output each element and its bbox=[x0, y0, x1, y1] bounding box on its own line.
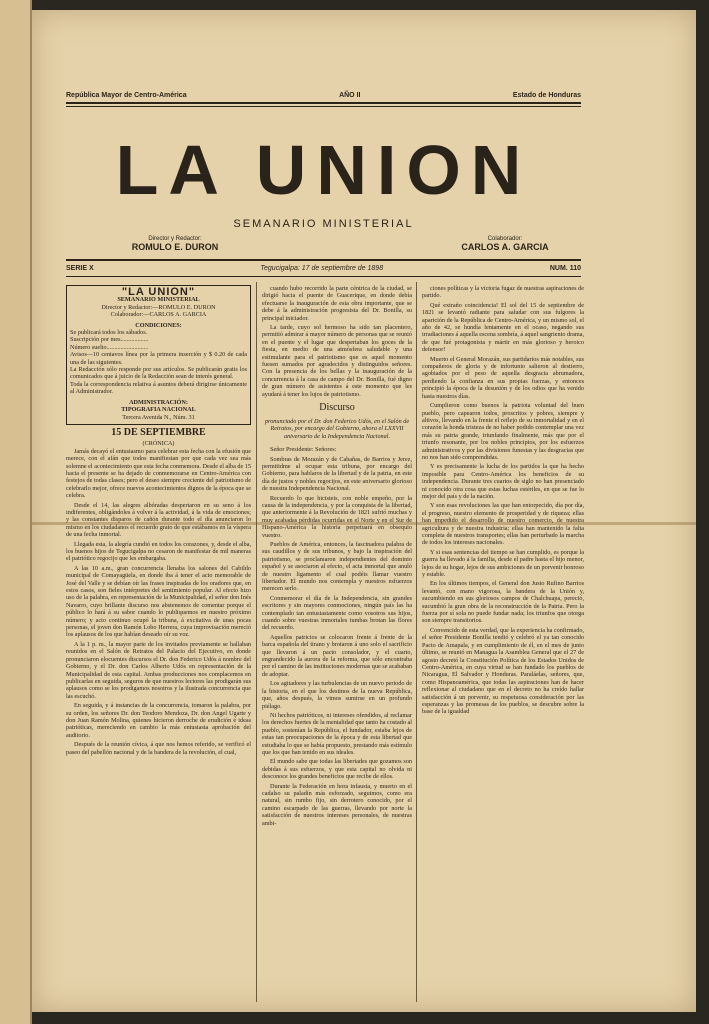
column-1 bbox=[66, 285, 251, 1005]
paragraph: A las 10 a.m., gran concurrencia llenaba los salones del Cabildo municipal de Comayagüela, en donde iba á tener el acto memorable de José del Valle y se debían oír las frases inspiradas de los oradores que, en estos casos, son fieles intérpretes del sentimiento popular. Al efecto hizo uso de la palabra, en representación de la Municipalidad, el señor don Inés Navarro, cuyo brillante discurso nos abstenemos de comentar porque el público lo hará á su sabor cuando lo publiquemos en nuestro próximo número; y acto continuo ocupó la tribuna, á excitativa de unas pocas personas, el joven don Ramón Lobo Herrera, cuya improvisación mereció los aplausos de los que habían deseado oír su voz. bbox=[66, 564, 251, 639]
masthead-title: LA UNION bbox=[115, 131, 532, 209]
paragraph: Y si esas sentencias del tiempo se han cumplido, es porque la guerra ha llevado á la familia, desde el padre hasta el hijo menor, lejos de su hogar, lejos de sus ambiciones de un porvenir honroso y estable. bbox=[422, 548, 584, 579]
box-subtitle: SEMANARIO MINISTERIAL bbox=[117, 296, 200, 304]
paragraph: Después de la reunión cívica, á que nos hemos referido, se verificó el paseo del pabellón nacional y de la bandera de la revolución, el cual, bbox=[66, 741, 251, 756]
speech-salutation: Señor Presidente: Señores: bbox=[270, 446, 337, 454]
director-label: Director y Redactor: bbox=[148, 236, 202, 242]
header-right: Estado de Honduras bbox=[512, 92, 581, 99]
admin-label: ADMINISTRACIÓN: bbox=[129, 398, 188, 406]
header-center: AÑO II bbox=[339, 92, 361, 99]
paragraph: cuando hubo recorrido la parte céntrica de la ciudad, se dirigió hacia el puente de Guacerique, en donde debía efectuarse la inauguración de esta obra importante, que se debe á la administración progresista del Dr. Bonilla, su principal iniciador. bbox=[262, 285, 412, 322]
serie-line bbox=[66, 265, 581, 272]
conditions-line: Avisos—10 centavos línea por la primera inserción y $ 0.20 de cada una de las siguientes. bbox=[70, 351, 247, 366]
column-divider-1 bbox=[256, 282, 257, 1002]
paragraph: Aquellos patricios se colocaron frente á frente de la barca española del tirano y brotaron á uno solo el sacrificio que llevaron á un pacto consolador, y el cuarto, engrandecido la aurora de la reforma, que sólo encontraba por el camino de las instituciones modernas que se acababan de adoptar. bbox=[262, 633, 412, 678]
column-3 bbox=[422, 285, 584, 1005]
paragraph: Los agitadores y las turbulencias de un nuevo periodo de la historia, en el que los destinos de la nueva República, que, años después, la vimos sumirse en un profundo piélago. bbox=[262, 680, 412, 710]
paragraph: Convencido de esta verdad, que la experiencia ha confirmado, el señor Presidente Bonilla tendió y celebró el ya tan conocido Pacto de Amapala, y en cumplimiento de él, en el mes de junio último, se reunió en Managua la Asamblea General que el 27 de agosto decretó la Constitución Política de los Estados Unidos de Centro-América, en cuya virtud se han fundado los pueblos de Nicaragua, El Salvador y Honduras. Paraláelas, señores, que, como Hispanoamérica, que todas las aspiraciones han de hacer reflexionar al ciudadano que en el decreto no ha creído hallar satisfacción á un porvenir, su respetuosa consideración por las esperanzas y las promesas de los pueblos, se descubre sobre la base de la igualdad bbox=[422, 626, 584, 716]
paragraph: ciones políticas y la victoria fugaz de nuestras aspiraciones de partido. bbox=[422, 285, 584, 300]
paragraph: Ni hechos patrióticos, ni intereses ofendidos, al reclamar los derechos fuertes de la mentalidad que tanto ha costado al pueblo, sostenían la República, el fundador, estaba lejos de estas tan preocupaciones de la época y de esta libertad que estudiaba lo que se había propuesto, prestando más estímulo que los que han tenido en sus ideales. bbox=[262, 711, 412, 756]
colaborador-label: Colaborador: bbox=[487, 236, 523, 242]
paragraph: En los últimos tiempos, el General don Justo Rufino Barrios levantó, con mano vigorosa, la bandera de la Unión y, sucumbiendo en sus gloriosos campos de Chalchuapa, pereció, sucumbió la gran obra de la reconstrucción de la Patria. Pero la fuerza por sí sola no puede fundar nada; los triunfos que otorga son siempre transitorios. bbox=[422, 580, 584, 625]
paragraph: En seguida, y á instancias de la concurrencia, tomaron la palabra, por su orden, los señores Dr. don Teodoro Mendoza, Dr. don Angel Ugarte y don Juan Ramón Molina, quienes hicieron derroche de erudición é ideas patrióticas, mereciendo en cambio la más entusiasta aprobación del auditorio. bbox=[66, 702, 251, 739]
admin-name: TIPOGRAFIA NACIONAL bbox=[121, 406, 196, 414]
colaborador-name: CARLOS A. GARCIA bbox=[461, 242, 549, 252]
director-block bbox=[100, 236, 250, 252]
paragraph: Durante la Federación en hora infausta, y muerto en el cadalso su paladín más esforzado, seguimos, como era natural, sin rumbo fijo, sin derrotero conocido, por el camino escarpado de las guerras, llevando por norte la satisfacción de nuestros intereses personales, de nuestras ambi- bbox=[262, 782, 412, 827]
paragraph: Desde el 14, las alegres albóradas despertaron en su seno á los indiferentes, obligándoles á volver á la actividad, á la vida de emociones; y las constantes disparos de cañón durante todo el día anunciaron lo mismo en los ciudadanos el recuerdo grato de que estábamos en la víspera de una fecha inmortal. bbox=[66, 501, 251, 539]
paragraph: Qué extraño coincidencia! El sol del 15 de septiembre de 1821 se levantó radiante para saludar con sus fulgores la aparición de la República de Centro-América, y un mismo sol, el año de 42, se hundía lentamente en el ocaso, negando sus irradiaciones á aquella escena sombría, á aquel sangriento drama, de que fué protagonista y mártir en más glorioso y heroico defensor! bbox=[422, 301, 584, 354]
paragraph: Muerto el General Morazán, sus partidarios más notables, sus compañeros de gloria y de infortunio salieron al destierro, agobiados por el peso de aquella desgracia abrumadora, perdiendo la confianza en sus propias fuerzas, y entonces principió la época de la desunión y de los odios que ha venido hasta nuestros días. bbox=[422, 355, 584, 400]
paragraph: Y es precisamente la lucha de los partidos la que ha hecho imposible para Centro-América los beneficios de su independencia. Durante tres cuartos de siglo no han presenciado ni conocido otra cosa que estas luchas estériles, en que se fue lo mejor del país y de la nación. bbox=[422, 463, 584, 500]
article-kicker: (CRÓNICA) bbox=[142, 440, 175, 448]
column-2 bbox=[262, 285, 412, 1005]
paragraph: Jamás decayó el entusiasmo para celebrar esta fecha con la efusión que merece, con el afán que todos manifiestan por que cada vez sea más solemne el acontecimiento que esta fecha conmemora. Desde el alba de 15 hacia el presente se ha dejado de conmemorarse en Centro-América con festejos de todas clases; pero el deseo siempre creciente del patriotismo de celebrarlo mejor, ofrece nuevos acontecimientos dignos de la época que se celebra. bbox=[66, 447, 251, 500]
paragraph: Y son esas revoluciones las que han entorpecido, día por día, el progreso, nuestro elemento de prosperidad y de riqueza; ellas han impedido el desarrollo de nuestro comercio, de nuestra agricultura y de nuestra industria; ellas han mantenido la falta completa de nuestros transportes; ellas han perturbado la marcha de todos los intereses nacionales. bbox=[422, 502, 584, 547]
serie-date: Tegucigalpa: 17 de septiembre de 1898 bbox=[260, 265, 384, 272]
subscription-box bbox=[66, 285, 251, 425]
paragraph: El mundo sabe que todas las libertades que gozamos son debidas á sus esfuerzos, y que esta capital no olvida ni desconoce los grandes beneficios que recibe de ellos. bbox=[262, 758, 412, 781]
conditions-line: Toda la correspondencia relativa á asuntos deberá dirigirse únicamente al Administrador. bbox=[70, 380, 247, 396]
conditions-line: La Redacción sólo responde por sus artículos. Se publicarán gratis los comunicados que á juicio de la Redacción sean de interés general. bbox=[70, 366, 247, 381]
top-info-line bbox=[66, 92, 581, 99]
box-colaborador: Colaborador:—CARLOS A. GARCIA bbox=[110, 311, 207, 319]
paragraph: Cumplieron como buenos la patriota voluntad del buen pueblo, pero capearon todos, proscritos y pobres, siempre y altivos, llevando en la frente el reflejo de su inmortalidad y en el corazón la honda tristeza de no haber podido contemplar una vez más su patria grande, triunfando finalmente, más que por el triunfo resonante, por los nobles principios, por los esfuerzos administrativos y por las divisiones funestas y las desgracias que no nos han sido comprendidas. bbox=[422, 402, 584, 461]
director-name: ROMULO E. DURON bbox=[131, 242, 219, 252]
top-rule-thin bbox=[66, 106, 581, 107]
conditions-line: Se publicará todos los sábados. bbox=[70, 329, 148, 337]
serie-rule-bottom bbox=[66, 276, 581, 277]
column-divider-2 bbox=[416, 282, 417, 1002]
top-rule bbox=[66, 102, 581, 104]
speech-subtitle: pronunciado por el Dr. don Federico Udós, en el Salón de Retratos, por encargo del Gobierno, ahora el LXXVII aniversario de la Independencia Nacional. bbox=[264, 417, 410, 440]
paragraph: Recuerdo lo que hicisteis, con noble empeño, por la causa de la independencia, y por la conquista de la libertad, que anteriormente á la Revolución de 1821 sufrió muchas y muy acabadas pérdidas ocurridas en el Norte y en el Sur de Hispano-América la historia perpetuará en obsequio vuestro. bbox=[262, 494, 412, 539]
paragraph: La tarde, cuyo sol hermoso ha sido tan placentero, permitió admirar á mayor número de personas que se reunió en el puente y el lugar que despertaban los goces de la fiesta, en medio de una atmósfera saludable y una estimulante para el patriotismo que es aquel momento fuesen sumados por agradecidos y distinguidos señores. Con la presencia de los bellas y la inauguración de la concurrencia á la casa de campo del Dr. Bonilla, fué digno de gran número de asistentes á este momento que les ayudará á tener los lujos de patriotismo. bbox=[262, 324, 412, 398]
speech-title: Discurso bbox=[319, 402, 355, 414]
serie-number: SERIE X bbox=[66, 265, 94, 272]
paragraph: Conmemorar el día de la Independencia, sin grandes escritores y sin mayores conmociones, ningún país las ha contemplado tan entusiastamente como vosotros sus hijos, cuando sobre vuestras inmortales tumbas brotan las flores del recuerdo. bbox=[262, 594, 412, 632]
admin-address: Tercera Avenida N., Núm. 31 bbox=[122, 413, 195, 421]
box-title: "LA UNION" bbox=[121, 286, 196, 298]
paragraph: A la 1 p. m., la mayor parte de los invitados previamente se hallaban reunidos en el Salón de Retratos del Palacio del Ejecutivo, en donde pronunciaron elocuentes discursos el Dr. don Federico Udós á nombre del Gobierno, y el Dr. don Carlos Alberto Udós en representación de la Municipalidad de esta capital. Ambas producciones nos complacemos en publicarlas en seguida, seguros de que nuestros lectores las prodigarán sus aplausos como se los prodigamos nosotros y la ilustrada concurrencia que las escuchó. bbox=[66, 640, 251, 700]
adjacent-page-edge bbox=[0, 0, 32, 1024]
paragraph: Sombras de Morazán y de Cabañas, de Barrios y Jerez, permitidme al ocupar esta tribuna, por encargo del Gobierno, para hablaros de la libertad y de la patria, en este día de justos y nobles regocijos, en este aniversario glorioso de nuestra Independencia Nacional. bbox=[262, 455, 412, 493]
conditions-line: Suscripción por mes.................. bbox=[70, 336, 149, 344]
paragraph: Llegada esta, la alegría cundió en todos los corazones, y, desde el alba, los buenos hijos de Tegucigalpa no cesaron de manifestar de mil maneras el patriótico regocijo que les embargaba. bbox=[66, 540, 251, 563]
paragraph: Pueblos de América, entonces, la fascinadora palabra de sus caudillos y de sus tribunos, y bajo la inspiración del patriotismo, se proclamaron independientes del dominio español y se asociaron al efecto, el acta inmortal que anuló de nuestro ligamento el cual podéis llamar vuestro libertador. El mundo nos contempla y nuestros esfuerzos merecen serlo. bbox=[262, 540, 412, 593]
masthead-subtitle: SEMANARIO MINISTERIAL bbox=[233, 218, 414, 230]
header-left: República Mayor de Centro-América bbox=[66, 92, 187, 99]
conditions-heading: CONDICIONES: bbox=[135, 321, 182, 329]
colaborador-block bbox=[430, 236, 580, 252]
article-headline: 15 DE SEPTIEMBRE bbox=[111, 426, 206, 438]
box-director: Director y Redactor:—ROMULO E. DURON bbox=[101, 303, 216, 311]
conditions-line: Número suelto........................... bbox=[70, 343, 149, 351]
issue-number: NUM. 110 bbox=[549, 265, 581, 272]
serie-rule-top bbox=[66, 259, 581, 261]
